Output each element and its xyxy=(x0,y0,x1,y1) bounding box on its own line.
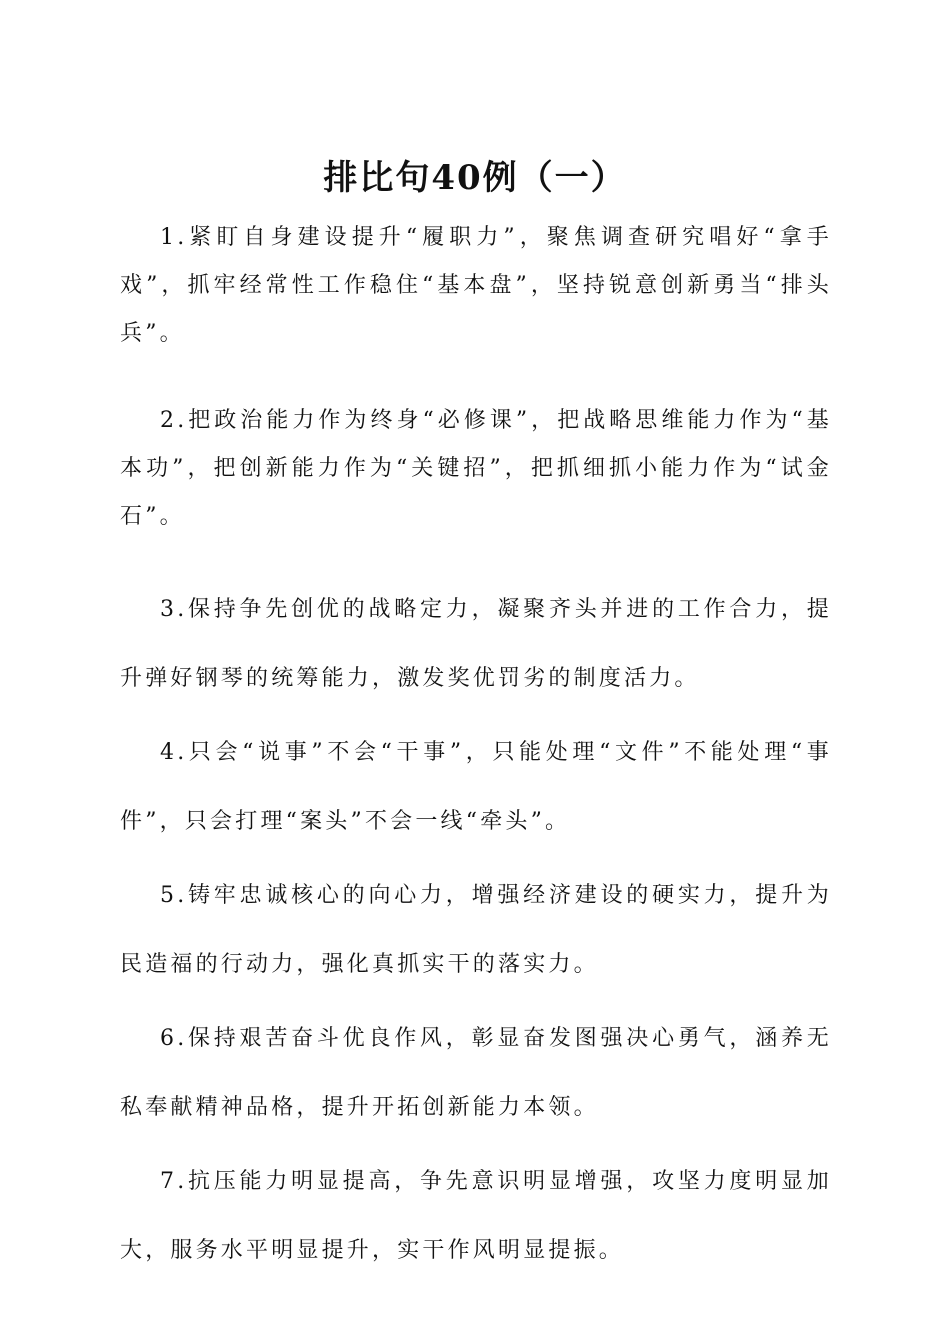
document-title: 排比句40例（一） xyxy=(323,158,627,198)
paragraph-7: 7.抗压能力明显提高，争先意识明显增强，攻坚力度明显加大，服务水平明显提升，实干作风明显提振。 xyxy=(120,1169,832,1263)
paragraph-1: 1.紧盯自身建设提升“履职力”，聚焦调查研究唱好“拿手戏”，抓牢经常性工作稳住“基本盘”，坚持锐意创新勇当“排头兵”。 xyxy=(120,225,832,346)
paragraph-4: 4.只会“说事”不会“干事”，只能处理“文件”不能处理“事件”，只会打理“案头”不会一线“牵头”。 xyxy=(120,740,832,834)
paragraph-3: 3.保持争先创优的战略定力，凝聚齐头并进的工作合力，提升弹好钢琴的统筹能力，激发奖优罚劣的制度活力。 xyxy=(120,597,832,691)
paragraph-5: 5.铸牢忠诚核心的向心力，增强经济建设的硬实力，提升为民造福的行动力，强化真抓实干的落实力。 xyxy=(120,883,832,977)
paragraph-2: 2.把政治能力作为终身“必修课”，把战略思维能力作为“基本功”，把创新能力作为“关键招”，把抓细抓小能力作为“试金石”。 xyxy=(120,408,832,529)
paragraph-6: 6.保持艰苦奋斗优良作风，彰显奋发图强决心勇气，涵养无私奉献精神品格，提升开拓创新能力本领。 xyxy=(120,1026,832,1120)
